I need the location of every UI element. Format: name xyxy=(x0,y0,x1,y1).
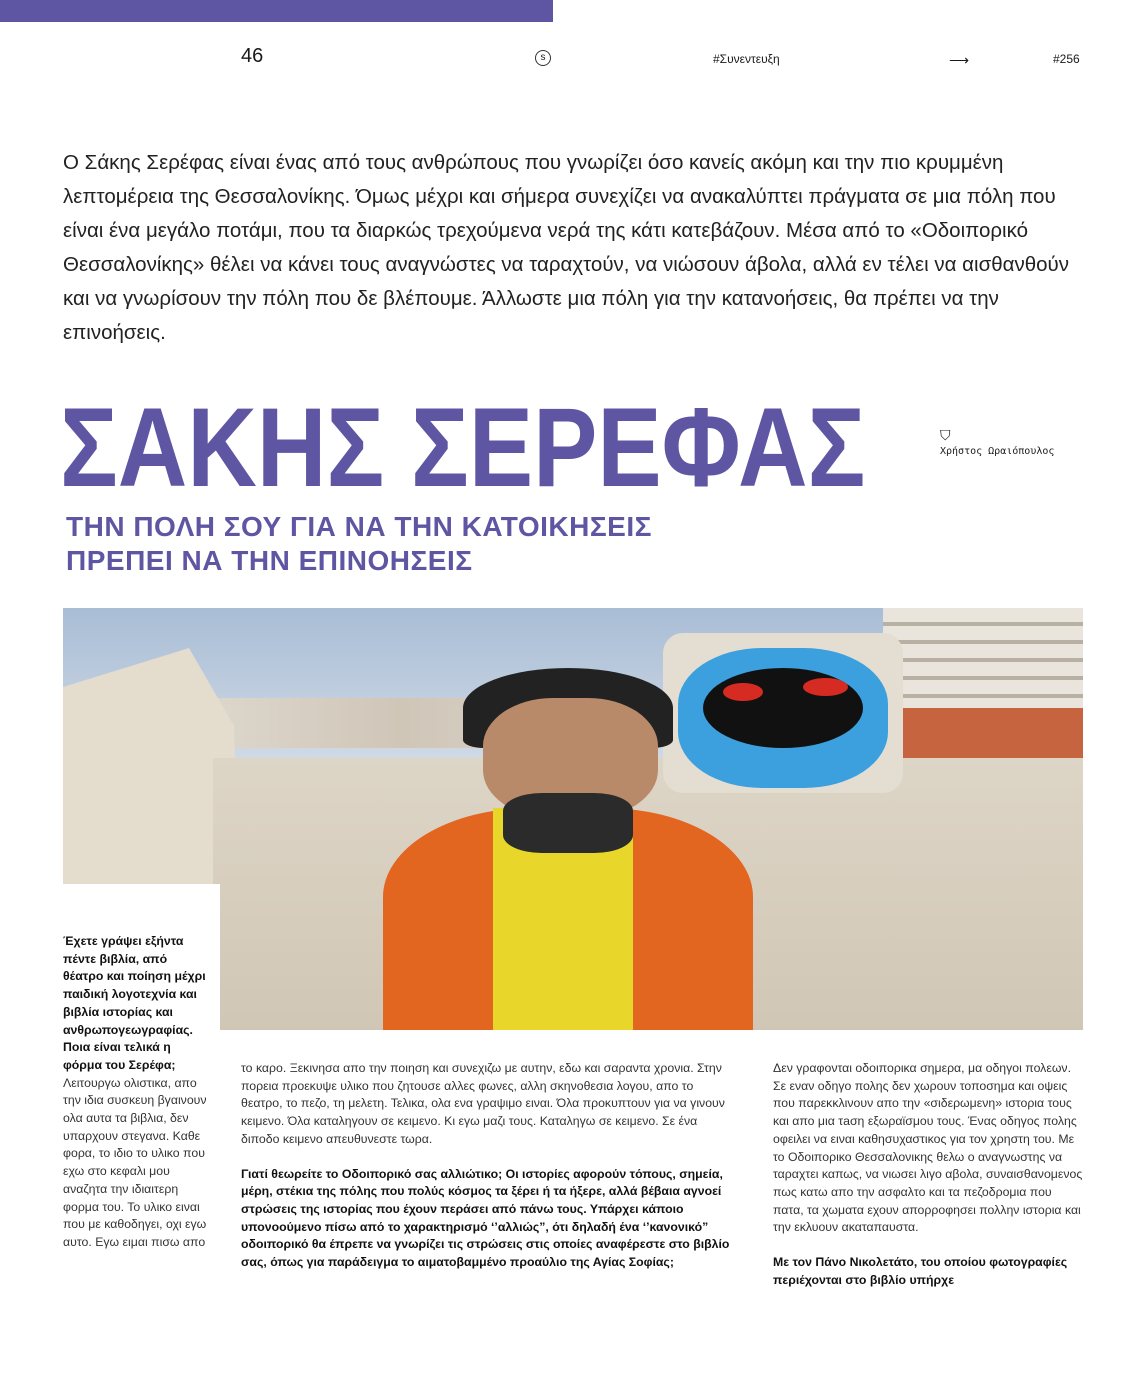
intro-paragraph: Ο Σάκης Σερέφας είναι ένας από τους ανθρώπους που γνωρίζει όσο κανείς ακόμη και την πιο κρυμμένη λεπτομέρεια της Θεσσαλονίκης. Όμως μέχρι και σήμερα συνεχίζει να ανακαλύπτει πράγματα σε μια πόλη που είναι ένα μεγάλο ποτάμι, που τα διαρκώς τρεχούμενα νερά της κάτι κατεβάζουν. Μέσα από το «Οδοιπορικό Θεσσαλονίκης» θέλει να κάνει τους αναγνώστες να ταραχτούν, να νιώσουν άβολα, αλλά εν τέλει να αισθανθούν και να γνωρίσουν την πόλη που δε βλέπουμε. Άλλωστε μια πόλη για την κατανοήσεις, θα πρέπει να την επινοήσεις. xyxy=(63,151,1070,344)
page-number: 46 xyxy=(241,45,264,67)
author-name: Χρήστος Ωραιόπουλος xyxy=(940,446,1055,457)
column-3 xyxy=(773,1060,1083,1306)
column-1 xyxy=(63,933,208,1252)
arrow-right-icon: ⟶ xyxy=(949,52,969,68)
article-title: ΣΑΚΗΣ ΣΕΡΕΦΑΣ xyxy=(60,385,866,510)
pen-icon: ⛉ xyxy=(940,428,951,444)
answer-1-cont: το καρο. Ξεκινησα απο την ποιηση και συνεχιζω με αυτην, εδω και σαραντα χρονια. Στην πορεια προεκυψε υλικο που ζητουσε αλλες φωνες, αλλη σκηνοθεσια λογου, απο το θεατρο, το πεζο, τη μελετη. Τελικα, ολα ενα γραψιμο ειναι. Όλα προκυπτουν για να γινουν κειμενο. Όλα καταληγουν σε κειμενο. Κι εγω μαζι τους. Καταληγω σε κειμενο. Σε ένα διποδο κειμενο απευθυνεστε τωρα. xyxy=(241,1061,725,1146)
magazine-logo-icon: s xyxy=(535,50,551,66)
question-1: Έχετε γράψει εξήντα πέντε βιβλία, από θέατρο και ποίηση μέχρι παιδική λογοτεχνία και βιβλία ιστορίας και ανθρωπογεωγραφίας. Ποια είναι τελικά η φόρμα του Σερέφα; xyxy=(63,934,206,1072)
subtitle-line-2: ΠΡΕΠΕΙ ΝΑ ΤΗΝ ΕΠΙΝΟΗΣΕΙΣ xyxy=(66,545,473,576)
author-credit xyxy=(940,428,1054,457)
question-3: Με τον Πάνο Νικολετάτο, του οποίου φωτογραφίες περιέχονται στο βιβλίο υπήρχε xyxy=(773,1255,1068,1287)
column-2 xyxy=(241,1060,731,1289)
section-tag: #Συνεντευξη xyxy=(713,52,780,66)
answer-2: Δεν γραφονται οδοιπορικα σημερα, μα οδηγοι πολεων. Σε εναν οδηγο πολης δεν χωρουν τοποσημα και οψεις που παρεκκλινουν απο την «σιδερωμενη» ιστορια τους και απο μια τaση εξωραϊσμου τους. Ένας οδηγος πολης οφειλει να ειναι καθησυχαστικος για τον χρηστη του. Με το Οδοιπορικο Θεσσαλονικης θελω ο αναγνωστης να ταραχτει καπως, να νιωσει λιγο αβολα, συναισθανομενος πως κατω απο την ασφαλτο και τα πεζοδρομια που πατα, τα χωματα εχουν απορροφησει πολλην ιστορια και την εκλυουν ακαταπαυστα. xyxy=(773,1061,1083,1235)
answer-1: Λειτουργω ολιστικα, απο την ιδια συσκευη βγαινουν ολα αυτα τα βιβλια, δεν υπαρχουν στεγανα. Καθε φορα, το ιδιο το υλικο που εχω στο κεφαλι μου αναζητα την ιδιαιτερη φορμα του. Το υλικο ειναι που με καθοδηγει, οχι εγω αυτο. Εγω ειμαι πισω απο xyxy=(63,1075,207,1249)
issue-number: #256 xyxy=(1053,52,1080,66)
top-accent-bar xyxy=(0,0,553,22)
subtitle-line-1: ΤΗΝ ΠΟΛΗ ΣΟΥ ΓΙΑ ΝΑ ΤΗΝ ΚΑΤΟΙΚΗΣΕΙΣ xyxy=(66,511,652,542)
article-subtitle xyxy=(66,510,652,578)
question-2: Γιατί θεωρείτε το Οδοιπορικό σας αλλιώτικο; Οι ιστορίες αφορούν τόπους, σημεία, μέρη, στέκια της πόλης που πολύς κόσμος τα ξέρει ή τα ήξερε, αλλά βέβαια αγνοεί στρώσεις της ιστορίας που έχουν περάσει από πάνω τους. Υπάρχει κάποιο υπονοούμενο πίσω από το χαρακτηρισμό ‘’αλλιώς”, ότι δηλαδή ένα ‘’κανονικό” οδοιπορικό θα έπρεπε να γνωρίζει τις στρώσεις στις οποίες αναφέρεστε στο βιβλίο σας, όπως για παράδειγμα το αιματοβαμμένο προαύλιο της Αγίας Σοφίας; xyxy=(241,1166,730,1270)
